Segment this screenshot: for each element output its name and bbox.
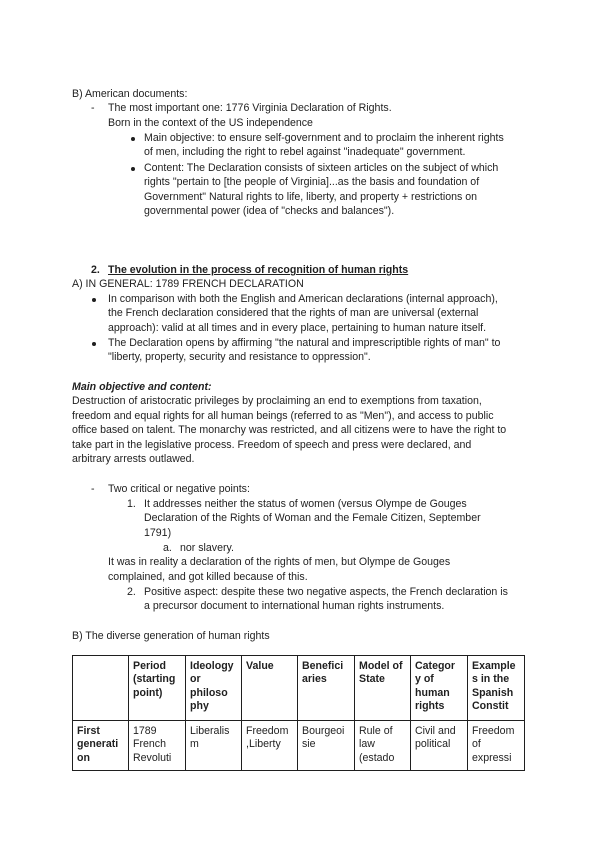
bullet-opens-line: "liberty, property, security and resistance to oppression". <box>108 351 371 363</box>
table-header-row <box>73 656 525 721</box>
critical-points-intro: Two critical or negative points: <box>108 483 250 495</box>
section-number: 2. <box>91 264 100 276</box>
critical-point-2-line: Positive aspect: despite these two negative aspects, the French declaration is <box>144 586 508 598</box>
critical-point-1-line: Declaration of the Rights of Woman and the Female Citizen, September <box>144 512 481 524</box>
reality-line: complained, and got killed because of this. <box>108 571 308 583</box>
bullet-main-objective-line: Main objective: to ensure self-government and to proclaim the inherent rights <box>144 132 504 144</box>
table-header-cell: Categor y of human rights <box>411 656 468 721</box>
bullet-dot <box>131 137 135 141</box>
subheading-french-declaration: A) IN GENERAL: 1789 FRENCH DECLARATION <box>72 278 304 290</box>
virginia-item-line: The most important one: 1776 Virginia Declaration of Rights. <box>108 102 392 114</box>
bullet-content-line: rights "pertain to [the people of Virginia]...as the basis and foundation of <box>144 176 480 188</box>
critical-point-2-line: a precursor document to international human rights instruments. <box>144 600 445 612</box>
table-cell: Liberalis m <box>186 721 242 771</box>
table-cell: Rule of law (estado <box>355 721 411 771</box>
bullet-dot <box>92 342 96 346</box>
bullet-comparison-line: the French declaration considered that the rights of man are universal (external <box>108 307 479 319</box>
bullet-opens-line: The Declaration opens by affirming "the natural and imprescriptible rights of man" to <box>108 337 501 349</box>
table-cell: Freedom of expressi <box>468 721 525 771</box>
rights-generations-table <box>72 655 525 771</box>
table-header-cell <box>73 656 129 721</box>
reality-line: It was in reality a declaration of the rights of men, but Olympe de Gouges <box>108 556 451 568</box>
main-objective-heading: Main objective and content: <box>72 381 212 393</box>
main-objective-line: take part in the legislative process. Freedom of speech and press were declared, and <box>72 439 472 451</box>
table-header-cell: Ideology or philoso phy <box>186 656 242 721</box>
bullet-content-line: governmental power (idea of "checks and balances"). <box>144 205 395 217</box>
list-number: 1. <box>127 498 136 510</box>
table-cell: Bourgeoi sie <box>298 721 355 771</box>
table-cell: First generati on <box>73 721 129 771</box>
bullet-content-line: Government" Natural rights to life, liberty, and property + restrictions on <box>144 191 477 203</box>
list-number: 2. <box>127 586 136 598</box>
table-row <box>73 721 525 771</box>
bullet-comparison-line: In comparison with both the English and American declarations (internal approach), <box>108 293 498 305</box>
list-marker-dash: - <box>91 102 95 114</box>
table-cell: 1789 French Revoluti <box>129 721 186 771</box>
critical-point-1-line: 1791) <box>144 527 172 539</box>
main-objective-line: Destruction of aristocratic privileges by proclaiming an end to exemptions from taxation, <box>72 395 482 407</box>
section-generations-heading: B) The diverse generation of human rights <box>72 630 270 642</box>
sub-point-slavery: nor slavery. <box>180 542 234 554</box>
main-objective-line: freedom and equal rights for all human beings (referred to as "Men"), and access to public <box>72 410 494 422</box>
table-header-cell: Value <box>242 656 298 721</box>
main-objective-line: arbitrary arrests outlawed. <box>72 453 195 465</box>
table-header-cell: Period (starting point) <box>129 656 186 721</box>
table-header-cell: Example s in the Spanish Constit <box>468 656 525 721</box>
bullet-dot <box>92 298 96 302</box>
virginia-context-line: Born in the context of the US independence <box>108 117 313 129</box>
bullet-dot <box>131 167 135 171</box>
section-b-heading: B) American documents: <box>72 88 188 100</box>
list-marker-dash: - <box>91 483 95 495</box>
table-cell: Civil and political <box>411 721 468 771</box>
bullet-comparison-line: approach): valid at all times and in every place, pertaining to human nature itself. <box>108 322 487 334</box>
bullet-content-line: Content: The Declaration consists of sixteen articles on the subject of which <box>144 162 499 174</box>
bullet-main-objective-line: of men, including the right to rebel against "inadequate" government. <box>144 146 466 158</box>
table-cell: Freedom ,Liberty <box>242 721 298 771</box>
main-objective-line: office based on talent. The monarchy was restricted, and all citizens were to have the right to <box>72 424 507 436</box>
section-title: The evolution in the process of recognition of human rights <box>108 264 409 276</box>
table-header-cell: Model of State <box>355 656 411 721</box>
list-letter: a. <box>163 542 172 554</box>
table-header-cell: Benefici aries <box>298 656 355 721</box>
critical-point-1-line: It addresses neither the status of women (versus Olympe de Gouges <box>144 498 467 510</box>
